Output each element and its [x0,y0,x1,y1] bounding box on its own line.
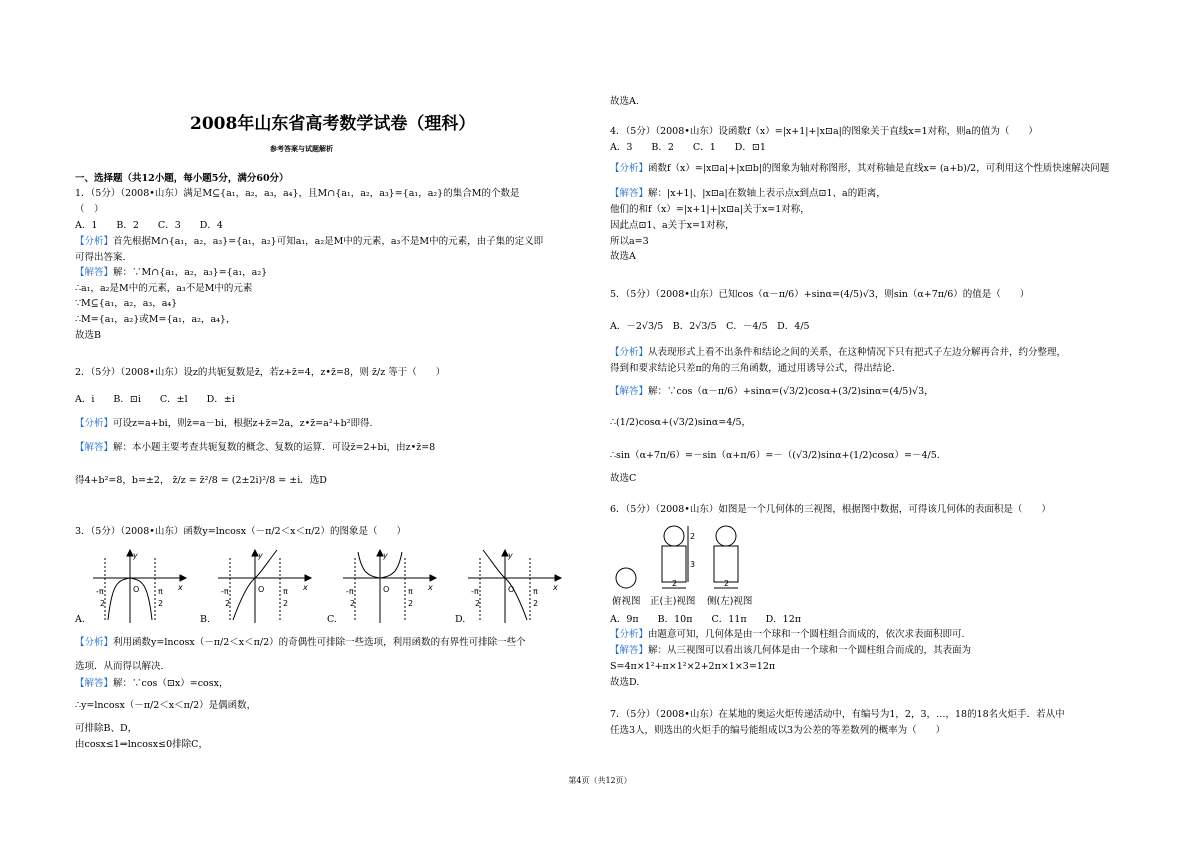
front-view-cylinder [662,546,686,582]
q4-stem: 4．（5分）（2008•山东）设函数f（x）=|x+1|+|x⊡a|的图象关于直线x=1对称，则a的值为（ ） [610,126,1038,137]
q5-analysis-1: 从表现形式上看不出条件和结论之间的关系，在这种情况下只有把式子左边分解再合并，约分整理， [648,347,1067,358]
q6-stem: 6．（5分）（2008•山东）如图是一个几何体的三视图，根据图中数据，可得该几何体的表面积是（ ） [610,504,1051,515]
q3-graphs [88,548,588,626]
dim-sphere: 2 [690,532,696,541]
q2-solution-2: 得4+b²=8，b=±2， z̄/z = z̄²/8 = (2±2i)²/8 = ±i．选D [75,475,327,486]
q2-stem: 2．（5分）（2008•山东）设z的共轭复数是z̄，若z+z̄=4，z•z̄=8，则 z̄/z 等于（ ） [75,367,446,378]
svg-text:π: π [408,587,413,596]
q6-analysis-tag: 【分析】 [610,629,649,640]
svg-text:-π: -π [221,587,229,596]
page-subtitle: 参考答案与试题解析 [270,144,333,153]
q5-solution-3: ∴sin（α+7π/6）=－sin（α+π/6）=－（(√3/2)sinα+(1/2)cosα）=－4/5. [610,450,940,461]
svg-text:y: y [133,551,138,560]
q6-solution-3: 故选D. [610,677,640,688]
q1-solution-5: 故选B [75,330,101,341]
q1-stem: 1．（5分）（2008•山东）满足M⊆{a₁，a₂，a₃，a₄}，且M∩{a₁，a₂，a₃}={a₁，a₂}的集合M的个数是 [75,188,520,199]
q4-options: A．3 B．2 C．1 D．⊡1 [610,142,766,153]
svg-text:O: O [258,585,265,594]
q4-solution-3: 因此点⊡1、a关于x=1对称， [610,220,735,231]
q2-options: A．i B．⊡i C．±l D．±i [75,394,235,405]
q5-solution-tag: 【解答】 [610,386,649,397]
q1-solution-1: 解：∵M∩{a₁，a₂，a₃}={a₁，a₂} [113,267,268,278]
view-label-front: 正(主)视图 [650,596,696,607]
svg-text:2: 2 [100,599,106,608]
side-view-cylinder [714,546,738,582]
graph-c [343,550,436,623]
dim-side-width: 2 [724,579,730,588]
svg-text:-π: -π [346,587,354,596]
dim-cylinder-height: 3 [690,560,696,569]
svg-text:2: 2 [283,599,289,608]
q6-analysis-1: 由题意可知，几何体是由一个球和一个圆柱组合而成的，依次求表面积即可. [648,629,965,640]
section-heading: 一、选择题（共12小题，每小题5分，满分60分） [75,173,289,184]
q3-solution-3: 可排除B、D， [75,723,138,734]
q3-solution-1: 解：∵cos（⊡x）=cosx， [113,678,229,689]
q1-solution-tag: 【解答】 [75,267,114,278]
svg-text:y: y [508,551,513,560]
svg-text:2: 2 [158,599,164,608]
q2-solution-1: 解：本小题主要考查共轭复数的概念、复数的运算．可设z̄=2+bi，由z•z̄=8 [113,442,436,453]
dim-front-width: 2 [672,579,678,588]
q4-analysis-tag: 【分析】 [610,163,649,174]
q3-label-b: B. [200,614,211,625]
q6-solution-2: S=4π×1²+π×1²×2+2π×1×3=12π [610,661,776,672]
svg-text:π: π [533,587,538,596]
q3-analysis-2: 选项．从而得以解决. [75,661,164,672]
graph-b [218,550,311,623]
q6-options: A．9π B．10π C．11π D．12π [610,614,802,625]
view-label-side: 侧(左)视图 [707,596,753,607]
view-label-top: 俯视图 [612,596,641,607]
svg-text:y: y [258,551,263,560]
q1-options: A．1 B．2 C．3 D．4 [75,220,223,231]
q4-solution-2: 他们的和f（x）=|x+1|+|x⊡a|关于x=1对称， [610,204,810,215]
q5-analysis-2: 得到和要求结论只差π的角的三角函数，通过用诱导公式，得出结论. [610,363,895,374]
svg-text:O: O [133,585,140,594]
svg-text:O: O [508,585,515,594]
q3-analysis-1: 利用函数y=lncosx（－π/2＜x＜π/2）的奇偶性可排除一些选项，利用函数的有界性可排除一些个 [113,637,526,648]
svg-text:x: x [428,583,433,592]
svg-text:2: 2 [475,599,481,608]
q5-options: A．－2√3/5 B．2√3/5 C．－4/5 D．4/5 [610,321,810,332]
q3-label-c: C. [327,614,337,625]
q3-solution-tag: 【解答】 [75,678,114,689]
svg-text:-π: -π [471,587,479,596]
q5-solution-1: 解：∵cos（α－π/6）+sinα=(√3/2)cosα+(3/2)sinα=(4/5)√3， [648,386,934,397]
svg-text:O: O [383,585,390,594]
svg-text:π: π [158,587,163,596]
q1-analysis-2: 可得出答案. [75,252,126,263]
q3-solution-4: 由cosx≤1⇒lncosx≤0排除C， [75,739,208,750]
q3-solution-2: ∴y=lncosx（－π/2＜x＜π/2）是偶函数， [75,700,257,711]
q5-solution-2: ∴(1/2)cosα+(√3/2)sinα=4/5， [610,417,751,428]
q3-analysis-tag: 【分析】 [75,637,114,648]
q1-solution-4: ∴M={a₁，a₂}或M={a₁，a₂，a₄}， [75,314,236,325]
q1-analysis-tag: 【分析】 [75,236,114,247]
q5-analysis-tag: 【分析】 [610,347,649,358]
page-footer: 第4页（共12页） [568,776,632,785]
q5-stem: 5．（5分）（2008•山东）已知cos（α－π/6）+sinα=(4/5)√3，则sin（α+7π/6）的值是（ ） [610,289,1030,300]
graph-d [468,550,561,623]
svg-text:2: 2 [225,599,231,608]
top-view-circle [616,568,636,588]
q1-paren: （ ） [75,204,104,215]
svg-text:π: π [283,587,288,596]
q1-analysis-1: 首先根据M∩{a₁，a₂，a₃}={a₁，a₂}可知a₁，a₂是M中的元素，a₃不是M中的元素，由子集的定义即 [113,236,544,247]
side-view-sphere [716,526,736,546]
svg-text:2: 2 [533,599,539,608]
q3-label-a: A. [75,614,85,625]
svg-text:2: 2 [350,599,356,608]
svg-text:x: x [178,583,183,592]
q4-solution-5: 故选A [610,251,636,262]
q7-stem-2: 任选3人，则选出的火炬手的编号能组成以3为公差的等差数列的概率为（ ） [610,725,946,736]
svg-text:2: 2 [408,599,414,608]
q3-label-d: D. [455,614,466,625]
q1-solution-3: ∵M⊆{a₁，a₂，a₃，a₄} [75,298,178,309]
q4-solution-tag: 【解答】 [610,188,649,199]
q6-solution-1: 解：从三视图可以看出该几何体是由一个球和一个圆柱组合而成的，其表面为 [648,645,972,656]
graph-a [93,550,186,623]
page-title: 2008年山东省高考数学试卷（理科） [190,114,476,134]
q1-solution-2: ∴a₁，a₂是M中的元素，a₃不是M中的元素 [75,283,253,294]
q2-solution-tag: 【解答】 [75,442,114,453]
q2-analysis-1: 可设z=a+bi，则z̄=a－bi，根据z+z̄=2a，z•z̄=a²+b²即得. [113,418,373,429]
svg-text:y: y [383,551,388,560]
front-view-sphere [664,526,684,546]
svg-text:x: x [303,583,308,592]
q4-analysis-1: 函数f（x）=|x⊡a|+|x⊡b|的图象为轴对称图形，其对称轴是直线x= (a+b)/2，可利用这个性质快速解决问题 [648,163,1110,174]
q4-solution-1: 解：|x+1|、|x⊡a|在数轴上表示点x到点⊡1、a的距离， [648,188,886,199]
q5-solution-4: 故选C [610,473,637,484]
q4-solution-4: 所以a=3 [610,236,649,247]
q3-stem: 3．（5分）（2008•山东）函数y=lncosx（－π/2＜x＜π/2）的图象是（ ） [75,526,406,537]
q3-end: 故选A. [610,96,639,107]
q7-stem-1: 7．（5分）（2008•山东）在某地的奥运火炬传递活动中，有编号为1，2，3，…，18的18名火炬手．若从中 [610,709,1065,720]
svg-text:-π: -π [96,587,104,596]
q2-analysis-tag: 【分析】 [75,418,114,429]
q6-solution-tag: 【解答】 [610,645,649,656]
svg-text:x: x [553,583,558,592]
